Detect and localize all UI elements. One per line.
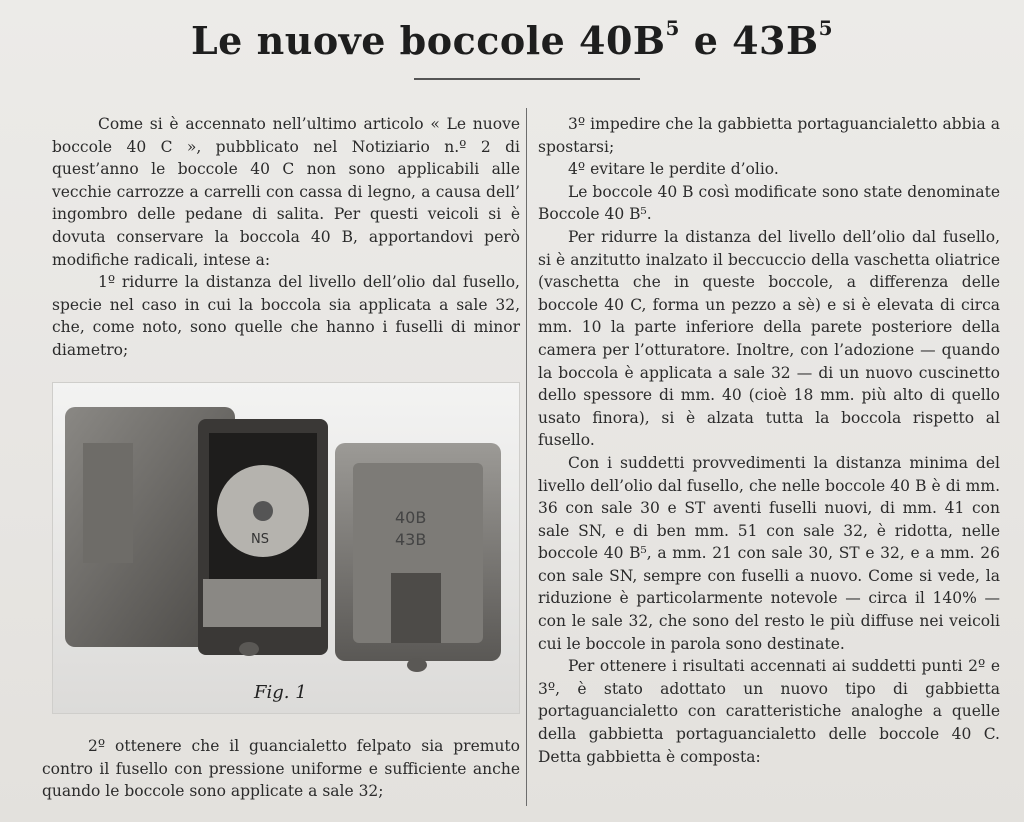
title-part-2: e 43 <box>693 18 786 63</box>
marking-43b: 43B <box>395 530 427 549</box>
title-part-1: Le nuove boccole 40 <box>190 18 633 63</box>
marking-ns: NS <box>251 532 269 547</box>
figure-caption: Fig. 1 <box>254 682 307 703</box>
title-underline <box>414 78 640 80</box>
right-paragraph-5: Con i suddetti provvedimenti la distanza minima del livello dell’olio dal fusello, che nelle boccole 40 B è di mm. 36 con sale 30 e ST aventi fuselli nuovi, di mm. 41 con sale SN, e di ben mm. 51 con sale 32, è ridotta, nelle boccole 40 B⁵, a mm. 21 con sale 30, ST e 32, e a mm. 26 con sale SN, sempre con fuselli a nuovo. Come si vede, la riduzione è particolarmente notevole — circa il 140% — con le sale 32, che sono del resto le più diffuse nei veicoli cui le boccole in parola sono destinate. <box>538 453 1000 653</box>
right-paragraph-1: 3º impedire che la gabbietta portaguancialetto abbia a spostarsi; <box>538 115 1000 156</box>
left-paragraph-3: 2º ottenere che il guancialetto felpato sia premuto contro il fusello con pressione uniforme e sufficiente anche quando le boccole sono applicate a sale 32; <box>42 737 520 801</box>
marking-40b: 40B <box>395 508 427 527</box>
left-paragraph-2: 1º ridurre la distanza del livello dell’olio dal fusello, specie nel caso in cui la boccola sia applicata a sale 32, che, come noto, sono quelle che hanno i fuselli di minor diametro; <box>52 273 520 359</box>
figure-photo <box>52 382 520 714</box>
right-paragraph-6: Per ottenere i risultati accennati ai suddetti punti 2º e 3º, è stato adottato un nuovo tipo di gabbietta portaguancialetto con caratteristiche analoghe a quelle della gabbietta portaguancialetto delle boccole 40 C. Detta gabbietta è composta: <box>538 657 1000 766</box>
title-b-1: B <box>632 18 666 63</box>
title-b-2: B <box>786 18 819 63</box>
column-divider <box>526 108 527 806</box>
left-column <box>52 113 520 362</box>
axle-box-photo-illustration <box>53 383 519 713</box>
right-paragraph-2: 4º evitare le perdite d’olio. <box>568 160 779 179</box>
right-paragraph-4: Per ridurre la distanza del livello dell’olio dal fusello, si è anzitutto inalzato il beccuccio della vaschetta oliatrice (vaschetta che in queste boccole, a differenza delle boccole 40 C, forma un pezzo a sè) e si è elevata di circa mm. 10 la parte inferiore della parete posteriore della camera per l’otturatore. Inoltre, con l’adozione — quando la boccola è applicata a sale 32 — di un nuovo cuscinetto dello spessore di mm. 40 (cioè 18 mm. più alto di quello usato finora), si è alzata tutta la boccola rispetto al fusello. <box>538 227 1000 450</box>
title-sup-2: 5 <box>818 16 834 40</box>
left-paragraph-1: Come si è accennato nell’ultimo articolo « Le nuove boccole 40 C », pubblicato nel Notiziario n.º 2 di quest’anno le boccole 40 C non sono applicabili alle vecchie carrozze a carrelli con cassa di legno, a causa dell’ ingombro delle pedane di salita. Per questi veicoli si è dovuta conservare la boccola 40 B, apportandovi però modifiche radicali, intese a: <box>52 115 520 269</box>
article-title <box>0 18 1024 63</box>
left-bottom-text <box>42 735 520 803</box>
title-sup-1: 5 <box>665 16 680 40</box>
right-paragraph-3: Le boccole 40 B così modificate sono state denominate Boccole 40 B⁵. <box>538 182 1000 224</box>
right-column <box>538 113 1000 768</box>
